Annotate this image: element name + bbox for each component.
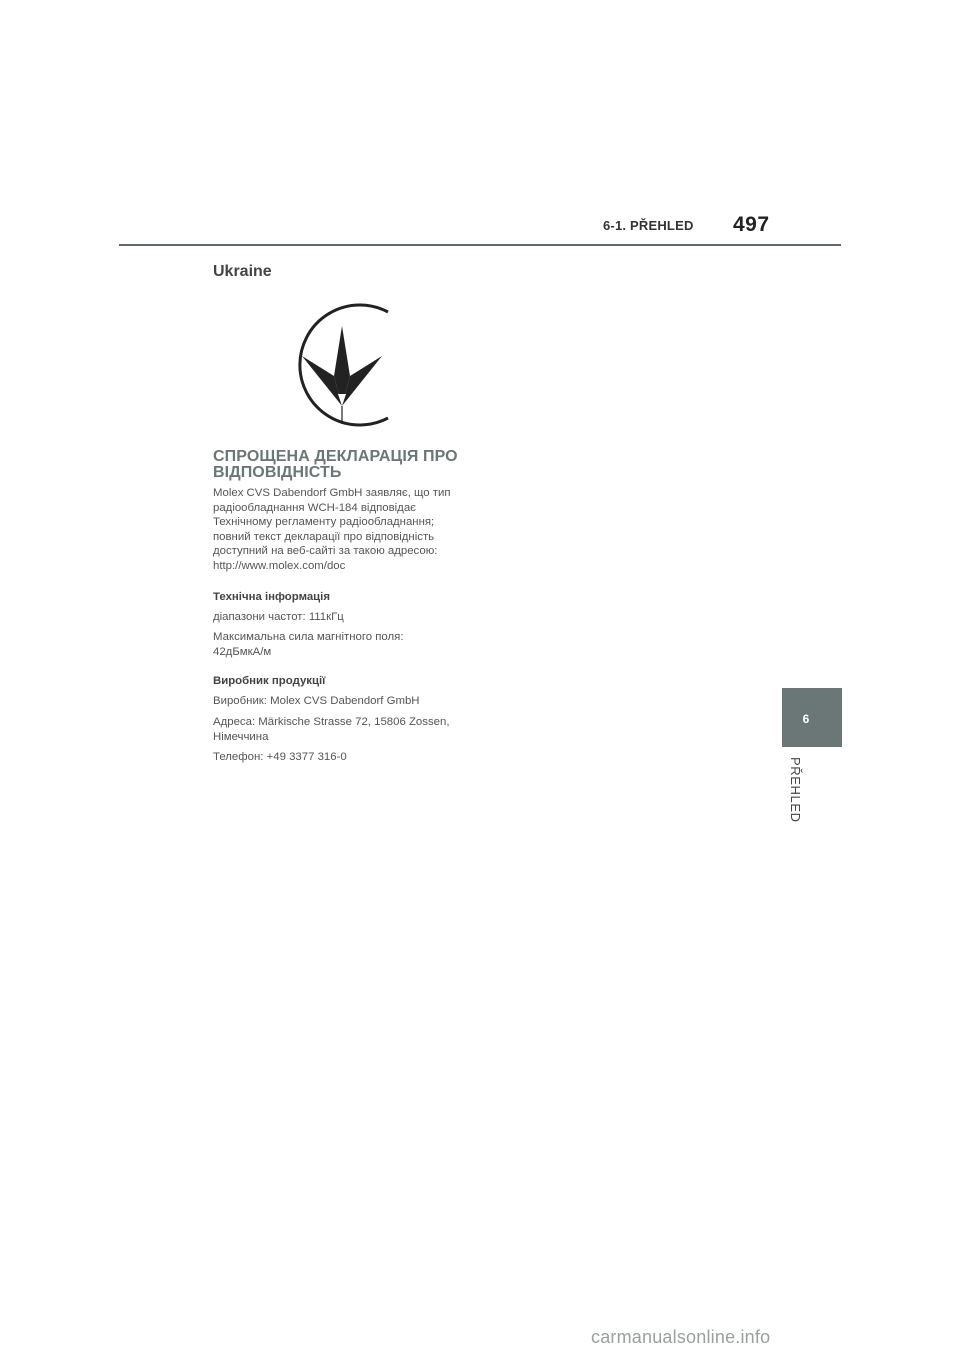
declaration-url: http://www.molex.com/doc bbox=[213, 559, 346, 572]
manufacturer-address bbox=[213, 715, 473, 744]
chapter-number: 6 bbox=[802, 712, 810, 726]
chapter-label: PŘEHLED bbox=[788, 757, 803, 823]
technical-heading: Технічна інформація bbox=[213, 590, 330, 603]
address-line: Адреса: Märkische Strasse 72, 15806 Zossen, bbox=[213, 715, 450, 728]
declaration-line: повний текст декларації про відповідність bbox=[213, 530, 435, 543]
declaration-line: радіообладнання WCH-184 відповідає bbox=[213, 501, 416, 514]
manufacturer-name: Виробник: Molex CVS Dabendorf GmbH bbox=[213, 695, 420, 708]
manufacturer-heading: Виробник продукції bbox=[213, 675, 326, 688]
declaration-heading bbox=[213, 449, 473, 481]
page-number: 497 bbox=[733, 213, 770, 236]
frequency-text: діапазони частот: 111кГц bbox=[213, 610, 344, 623]
declaration-text bbox=[213, 486, 473, 574]
watermark: carmanualsonline.info bbox=[591, 1327, 771, 1347]
declaration-heading-line: ВІДПОВІДНІСТЬ bbox=[213, 464, 342, 481]
manufacturer-phone: Телефон: +49 3377 316-0 bbox=[213, 751, 347, 764]
address-line: Німеччина bbox=[213, 730, 269, 743]
declaration-line: Molex CVS Dabendorf GmbH заявляє, що тип bbox=[213, 487, 451, 499]
header-section-title: 6-1. PŘEHLED bbox=[603, 218, 694, 233]
region-title: Ukraine bbox=[213, 263, 272, 280]
ukrsepro-conformity-mark-icon bbox=[272, 302, 394, 430]
declaration-line: Технічному регламенту радіообладнання; bbox=[213, 516, 435, 529]
chapter-tab bbox=[782, 688, 842, 747]
magnetic-field-line: Максимальна сила магнітного поля: bbox=[213, 631, 404, 644]
declaration-content bbox=[213, 449, 473, 765]
magnetic-field-value: 42дБмкА/м bbox=[213, 645, 272, 658]
declaration-line: доступний на веб-сайті за такою адресою: bbox=[213, 545, 438, 558]
header-rule bbox=[119, 244, 841, 246]
declaration-heading-line: СПРОЩЕНА ДЕКЛАРАЦІЯ ПРО bbox=[213, 448, 458, 465]
magnetic-field-text bbox=[213, 630, 473, 659]
